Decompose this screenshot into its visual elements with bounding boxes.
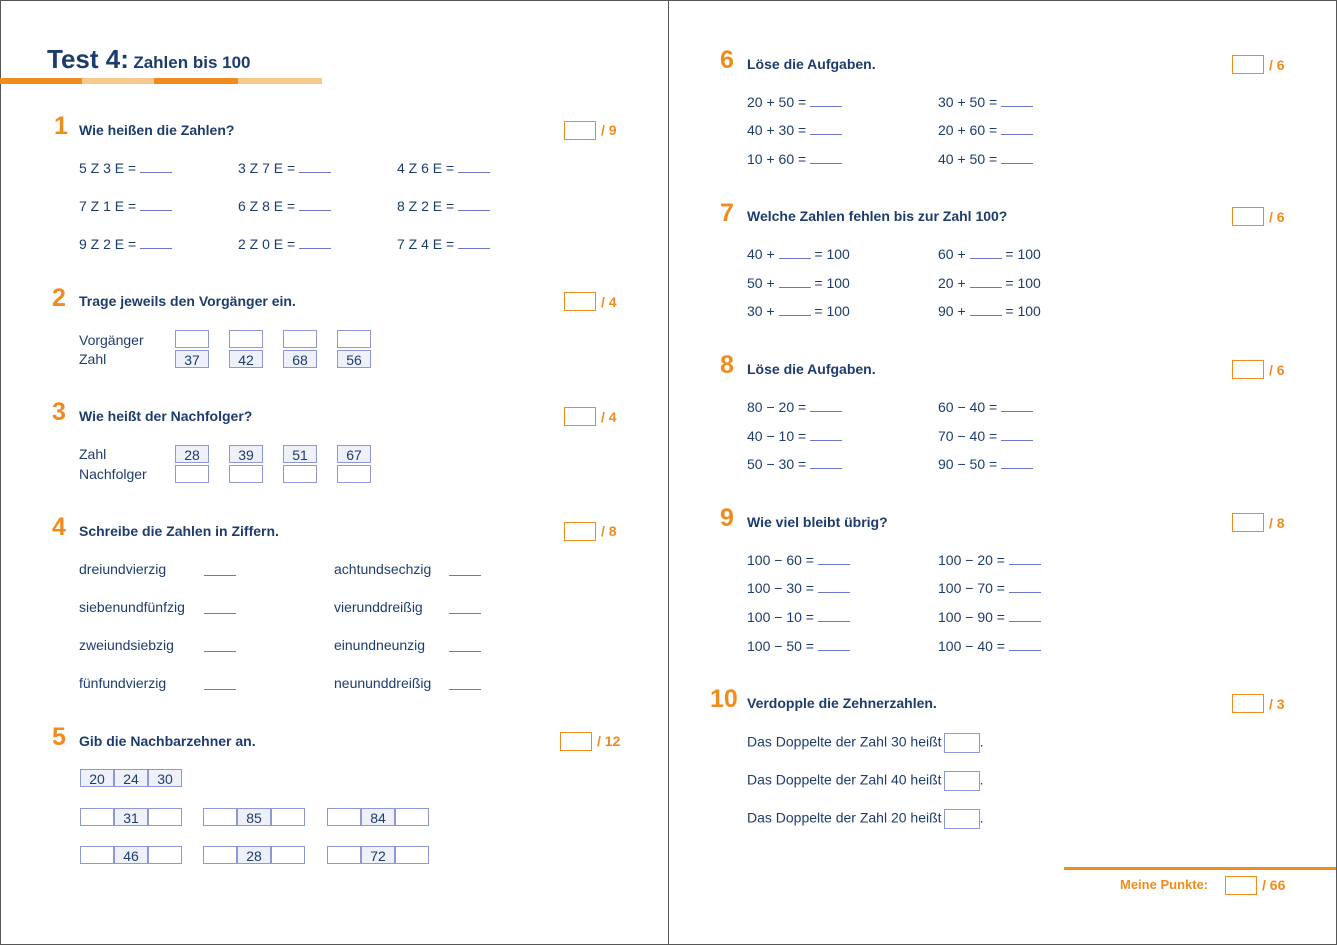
task-5-question: Gib die Nachbarzehner an. bbox=[79, 733, 256, 749]
answer-box[interactable] bbox=[944, 733, 980, 753]
answer-blank[interactable] bbox=[1001, 94, 1033, 107]
task-3-row-label-1: Zahl bbox=[79, 446, 107, 462]
answer-blank[interactable] bbox=[140, 236, 172, 249]
task-1-item: 5 Z 3 E = bbox=[79, 160, 172, 176]
task-8-item: 80 − 20 = bbox=[747, 399, 842, 415]
answer-blank[interactable] bbox=[1009, 552, 1041, 565]
task-8-item: 60 − 40 = bbox=[938, 399, 1033, 415]
task-5-number: 5 bbox=[52, 723, 66, 751]
answer-blank[interactable] bbox=[449, 563, 481, 576]
answer-blank[interactable] bbox=[810, 151, 842, 164]
task-9-item: 100 − 90 = bbox=[938, 609, 1041, 625]
task-3-question: Wie heißt der Nachfolger? bbox=[79, 408, 253, 424]
task-6-question: Löse die Aufgaben. bbox=[747, 56, 876, 72]
answer-blank[interactable] bbox=[1009, 609, 1041, 622]
task-6-score: / 6 bbox=[1269, 57, 1285, 73]
task-5-input-box[interactable] bbox=[148, 808, 182, 826]
task-3-value: 28 bbox=[175, 445, 209, 463]
task-10-item: Das Doppelte der Zahl 20 heißt . bbox=[747, 809, 983, 829]
task-3-score-box[interactable] bbox=[564, 407, 596, 426]
task-6-score-box[interactable] bbox=[1232, 55, 1264, 74]
task-1-question: Wie heißen die Zahlen? bbox=[79, 122, 235, 138]
task-5-input-box[interactable] bbox=[271, 846, 305, 864]
task-6-item: 20 + 60 = bbox=[938, 122, 1033, 138]
task-3-score: / 4 bbox=[601, 409, 617, 425]
task-9-item: 100 − 40 = bbox=[938, 638, 1041, 654]
answer-blank[interactable] bbox=[1009, 580, 1041, 593]
task-5-value: 46 bbox=[114, 846, 148, 864]
task-5-input-box[interactable] bbox=[80, 846, 114, 864]
task-2-input-box[interactable] bbox=[283, 330, 317, 348]
task-3-input-box[interactable] bbox=[229, 465, 263, 483]
task-7-number: 7 bbox=[720, 199, 734, 227]
task-5-input-box[interactable] bbox=[203, 846, 237, 864]
answer-blank[interactable] bbox=[1001, 151, 1033, 164]
answer-blank[interactable] bbox=[1009, 638, 1041, 651]
task-7-item: 30 + = 100 bbox=[747, 303, 850, 319]
answer-blank[interactable] bbox=[458, 236, 490, 249]
task-9-item: 100 − 30 = bbox=[747, 580, 850, 596]
task-9-item: 100 − 70 = bbox=[938, 580, 1041, 596]
task-8-item: 70 − 40 = bbox=[938, 428, 1033, 444]
task-4-word: achtundsechzig bbox=[334, 561, 432, 577]
answer-blank[interactable] bbox=[299, 160, 331, 173]
answer-blank[interactable] bbox=[810, 456, 842, 469]
task-6-number: 6 bbox=[720, 46, 734, 74]
task-7-item: 40 + = 100 bbox=[747, 246, 850, 262]
task-9-item: 100 − 20 = bbox=[938, 552, 1041, 568]
task-3-row-label-2: Nachfolger bbox=[79, 466, 147, 482]
task-8-score: / 6 bbox=[1269, 362, 1285, 378]
answer-blank[interactable] bbox=[204, 639, 236, 652]
task-3-value: 67 bbox=[337, 445, 371, 463]
header-bar-1 bbox=[0, 78, 82, 84]
task-5-input-box[interactable] bbox=[148, 846, 182, 864]
task-8-score-box[interactable] bbox=[1232, 360, 1264, 379]
task-10-item: Das Doppelte der Zahl 30 heißt . bbox=[747, 733, 983, 753]
task-2-score: / 4 bbox=[601, 294, 617, 310]
example-value: 30 bbox=[148, 769, 182, 787]
answer-blank[interactable] bbox=[810, 94, 842, 107]
task-3-input-box[interactable] bbox=[337, 465, 371, 483]
task-2-input-box[interactable] bbox=[175, 330, 209, 348]
answer-blank[interactable] bbox=[970, 303, 1002, 316]
answer-blank[interactable] bbox=[140, 198, 172, 211]
task-4-word: einundneunzig bbox=[334, 637, 426, 653]
answer-blank[interactable] bbox=[970, 246, 1002, 259]
task-8-item: 50 − 30 = bbox=[747, 456, 842, 472]
task-5-input-box[interactable] bbox=[203, 808, 237, 826]
answer-blank[interactable] bbox=[1001, 399, 1033, 412]
task-2-question: Trage jeweils den Vorgänger ein. bbox=[79, 293, 296, 309]
answer-blank[interactable] bbox=[818, 609, 850, 622]
task-8-item: 90 − 50 = bbox=[938, 456, 1033, 472]
task-8-number: 8 bbox=[720, 351, 734, 379]
answer-blank[interactable] bbox=[810, 399, 842, 412]
task-4-word: dreiundvierzig bbox=[79, 561, 167, 577]
task-1-score: / 9 bbox=[601, 122, 617, 138]
task-7-score-box[interactable] bbox=[1232, 207, 1264, 226]
task-4-number: 4 bbox=[52, 513, 66, 541]
answer-blank[interactable] bbox=[810, 428, 842, 441]
task-10-score-box[interactable] bbox=[1232, 694, 1264, 713]
task-4-word: neununddreißig bbox=[334, 675, 432, 691]
title-topic: Zahlen bis 100 bbox=[133, 53, 251, 72]
task-6-item: 20 + 50 = bbox=[747, 94, 842, 110]
page-title bbox=[47, 44, 251, 75]
task-3-value: 39 bbox=[229, 445, 263, 463]
answer-blank[interactable] bbox=[449, 639, 481, 652]
answer-blank[interactable] bbox=[299, 198, 331, 211]
answer-blank[interactable] bbox=[779, 303, 811, 316]
answer-blank[interactable] bbox=[449, 677, 481, 690]
task-4-word: fünfundvierzig bbox=[79, 675, 167, 691]
task-9-item: 100 − 60 = bbox=[747, 552, 850, 568]
task-6-item: 40 + 30 = bbox=[747, 122, 842, 138]
task-2-value: 56 bbox=[337, 350, 371, 368]
task-3-input-box[interactable] bbox=[283, 465, 317, 483]
answer-blank[interactable] bbox=[204, 601, 236, 614]
example-value: 20 bbox=[80, 769, 114, 787]
answer-blank[interactable] bbox=[299, 236, 331, 249]
answer-blank[interactable] bbox=[204, 563, 236, 576]
title-prefix: Test 4: bbox=[47, 44, 129, 74]
task-1-item: 6 Z 8 E = bbox=[238, 198, 331, 214]
task-10-number: 10 bbox=[710, 685, 738, 713]
task-1-item: 3 Z 7 E = bbox=[238, 160, 331, 176]
task-4-word: zweiundsiebzig bbox=[79, 637, 174, 653]
answer-blank[interactable] bbox=[449, 601, 481, 614]
task-7-item: 50 + = 100 bbox=[747, 275, 850, 291]
task-5-input-box[interactable] bbox=[80, 808, 114, 826]
task-5-value: 84 bbox=[361, 808, 395, 826]
answer-blank[interactable] bbox=[779, 275, 811, 288]
header-bar-4 bbox=[238, 78, 322, 84]
task-4-score-box[interactable] bbox=[564, 522, 596, 541]
task-2-value: 68 bbox=[283, 350, 317, 368]
task-8-question: Löse die Aufgaben. bbox=[747, 361, 876, 377]
task-9-score: / 8 bbox=[1269, 515, 1285, 531]
task-3-input-box[interactable] bbox=[175, 465, 209, 483]
task-7-item: 60 + = 100 bbox=[938, 246, 1041, 262]
answer-blank[interactable] bbox=[818, 580, 850, 593]
task-9-question: Wie viel bleibt übrig? bbox=[747, 514, 888, 530]
total-score: / 66 bbox=[1262, 877, 1286, 893]
task-5-value: 85 bbox=[237, 808, 271, 826]
answer-blank[interactable] bbox=[458, 160, 490, 173]
task-5-input-box[interactable] bbox=[271, 808, 305, 826]
task-2-row-label-2: Zahl bbox=[79, 351, 107, 367]
task-3-value: 51 bbox=[283, 445, 317, 463]
task-5-value: 28 bbox=[237, 846, 271, 864]
task-4-word: siebenundfünfzig bbox=[79, 599, 185, 615]
task-4-question: Schreibe die Zahlen in Ziffern. bbox=[79, 523, 279, 539]
task-5-input-box[interactable] bbox=[327, 846, 361, 864]
task-4-word: vierunddreißig bbox=[334, 599, 423, 615]
header-bar-2 bbox=[82, 78, 154, 84]
task-9-item: 100 − 50 = bbox=[747, 638, 850, 654]
task-5-value: 72 bbox=[361, 846, 395, 864]
task-2-row-label-1: Vorgänger bbox=[79, 332, 144, 348]
task-9-score-box[interactable] bbox=[1232, 513, 1264, 532]
answer-blank[interactable] bbox=[140, 160, 172, 173]
task-7-question: Welche Zahlen fehlen bis zur Zahl 100? bbox=[747, 208, 1008, 224]
task-7-score: / 6 bbox=[1269, 209, 1285, 225]
task-2-value: 42 bbox=[229, 350, 263, 368]
task-6-item: 40 + 50 = bbox=[938, 151, 1033, 167]
footer-line bbox=[1064, 867, 1336, 870]
task-5-input-box[interactable] bbox=[327, 808, 361, 826]
task-6-item: 30 + 50 = bbox=[938, 94, 1033, 110]
task-9-number: 9 bbox=[720, 504, 734, 532]
task-5-value: 31 bbox=[114, 808, 148, 826]
answer-blank[interactable] bbox=[818, 638, 850, 651]
task-10-question: Verdopple die Zehnerzahlen. bbox=[747, 695, 937, 711]
task-2-input-box[interactable] bbox=[337, 330, 371, 348]
task-1-item: 2 Z 0 E = bbox=[238, 236, 331, 252]
task-2-number: 2 bbox=[52, 284, 66, 312]
task-4-score: / 8 bbox=[601, 523, 617, 539]
task-2-input-box[interactable] bbox=[229, 330, 263, 348]
task-5-score-box[interactable] bbox=[560, 732, 592, 751]
header-bar-3 bbox=[154, 78, 238, 84]
answer-box[interactable] bbox=[944, 809, 980, 829]
example-value: 24 bbox=[114, 769, 148, 787]
task-1-item: 7 Z 4 E = bbox=[397, 236, 490, 252]
task-5-input-box[interactable] bbox=[395, 846, 429, 864]
task-10-score: / 3 bbox=[1269, 696, 1285, 712]
answer-blank[interactable] bbox=[810, 122, 842, 135]
task-1-item: 4 Z 6 E = bbox=[397, 160, 490, 176]
answer-blank[interactable] bbox=[779, 246, 811, 259]
total-score-box[interactable] bbox=[1225, 876, 1257, 895]
task-1-item: 7 Z 1 E = bbox=[79, 198, 172, 214]
task-1-item: 8 Z 2 E = bbox=[397, 198, 490, 214]
answer-blank[interactable] bbox=[818, 552, 850, 565]
task-5-score: / 12 bbox=[597, 733, 621, 749]
task-8-item: 40 − 10 = bbox=[747, 428, 842, 444]
task-1-item: 9 Z 2 E = bbox=[79, 236, 172, 252]
task-1-score-box[interactable] bbox=[564, 121, 596, 140]
task-10-item: Das Doppelte der Zahl 40 heißt . bbox=[747, 771, 983, 791]
answer-blank[interactable] bbox=[970, 275, 1002, 288]
answer-blank[interactable] bbox=[204, 677, 236, 690]
task-7-item: 90 + = 100 bbox=[938, 303, 1041, 319]
task-5-input-box[interactable] bbox=[395, 808, 429, 826]
answer-blank[interactable] bbox=[1001, 428, 1033, 441]
page-divider bbox=[668, 0, 669, 945]
task-1-number: 1 bbox=[54, 112, 68, 140]
task-9-item: 100 − 10 = bbox=[747, 609, 850, 625]
answer-box[interactable] bbox=[944, 771, 980, 791]
task-2-score-box[interactable] bbox=[564, 292, 596, 311]
task-6-item: 10 + 60 = bbox=[747, 151, 842, 167]
answer-blank[interactable] bbox=[458, 198, 490, 211]
task-2-value: 37 bbox=[175, 350, 209, 368]
answer-blank[interactable] bbox=[1001, 456, 1033, 469]
task-3-number: 3 bbox=[52, 398, 66, 426]
total-label: Meine Punkte: bbox=[1120, 877, 1209, 892]
answer-blank[interactable] bbox=[1001, 122, 1033, 135]
task-7-item: 20 + = 100 bbox=[938, 275, 1041, 291]
